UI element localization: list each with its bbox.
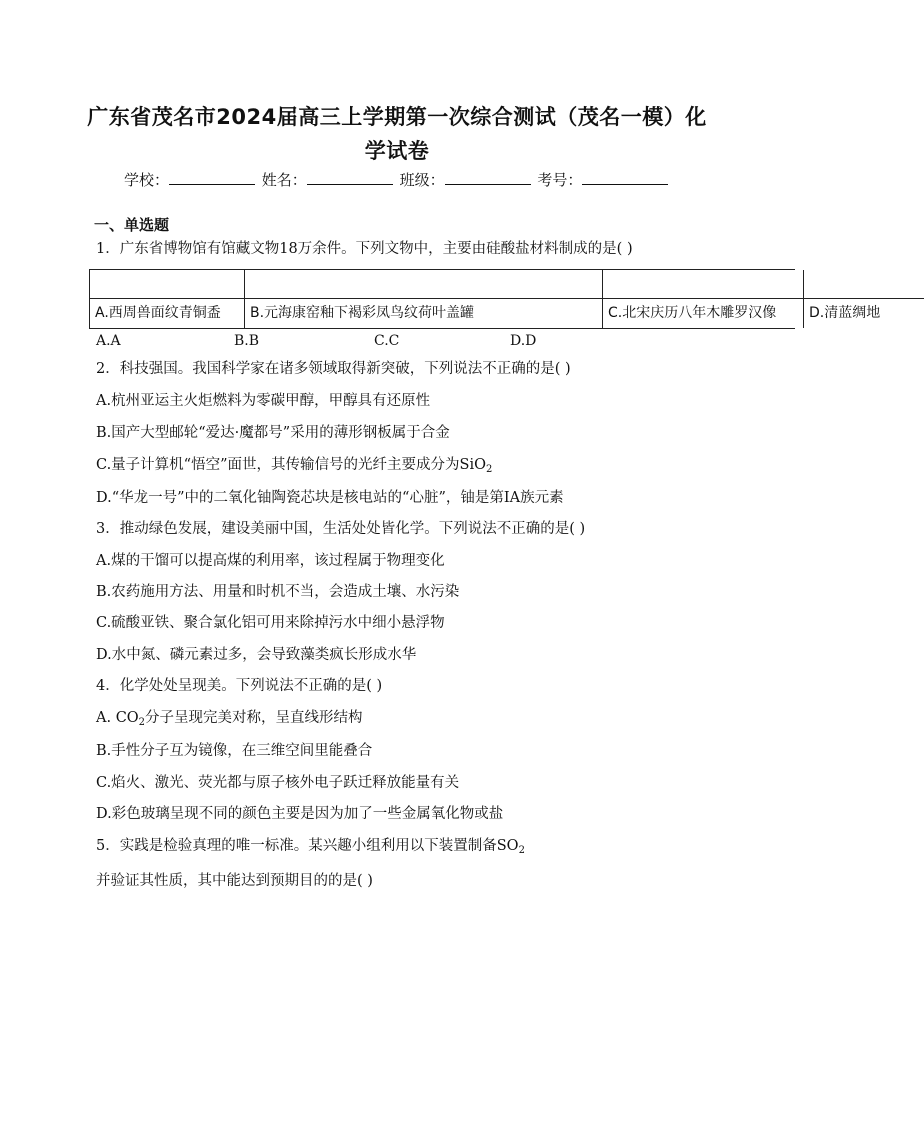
q3-option-d: D.水中氮、磷元素过多，会导致藻类疯长形成水华	[96, 647, 417, 663]
q3-option-b: B.农药施用方法、用量和时机不当，会造成土壤、水污染	[96, 584, 460, 600]
co2-formula: A. CO	[96, 710, 139, 726]
q2-option-c-text: C.量子计算机“悟空”面世，其传输信号的光纤主要成分为	[96, 457, 460, 473]
q3-option-a: A.煤的干馏可以提高煤的利用率，该过程属于物理变化	[96, 553, 445, 569]
exam-number-blank	[582, 169, 668, 185]
q1-table-cell-a	[90, 270, 245, 328]
artifact-image-a	[90, 270, 244, 299]
q1-artifact-table	[89, 269, 881, 329]
q4-option-c: C.焰火、激光、荧光都与原子核外电子跃迁释放能量有关	[96, 775, 460, 791]
sio2-formula: SiO	[459, 457, 486, 473]
co2-subscript: 2	[138, 717, 146, 728]
q4-option-d: D.彩色玻璃呈现不同的颜色主要是因为加了一些金属氧化物或盐	[96, 806, 504, 822]
q5-stem	[96, 835, 525, 857]
class-label: 班级：	[399, 171, 445, 189]
q3-option-c: C.硫酸亚铁、聚合氯化铝可用来除掉污水中细小悬浮物	[96, 615, 445, 631]
school-label: 学校：	[124, 171, 170, 189]
q5-stem-text: 5．实践是检验真理的唯一标准。某兴趣小组利用以下装置制备	[96, 838, 497, 854]
q1-option-d: D.D	[510, 333, 537, 349]
q2-option-a: A.杭州亚运主火炬燃料为零碳甲醇，甲醇具有还原性	[96, 393, 431, 409]
q1-option-a: A.A	[96, 333, 121, 349]
artifact-image-c	[603, 270, 803, 299]
q1-table-cell-b	[245, 270, 603, 328]
exam-number-label: 考号：	[537, 171, 583, 189]
q4-option-b: B.手性分子互为镜像，在三维空间里能叠合	[96, 743, 373, 759]
q1-option-b: B.B	[234, 333, 260, 349]
q1-table-cell-d	[804, 270, 924, 328]
artifact-image-d	[804, 270, 924, 299]
so2-formula: SO	[496, 838, 519, 854]
q5-stem-line2: 并验证其性质，其中能达到预期目的的是( )	[96, 873, 373, 889]
artifact-caption-a: A.西周兽面纹青铜盉	[95, 305, 221, 321]
artifact-caption-c: C.北宋庆历八年木雕罗汉像	[608, 305, 777, 321]
artifact-caption-b: B.元海康窑釉下褐彩凤鸟纹荷叶盖罐	[250, 305, 475, 321]
q1-answer-options	[96, 331, 696, 351]
q2-option-c	[96, 454, 492, 476]
q3-stem: 3．推动绿色发展，建设美丽中国，生活处处皆化学。下列说法不正确的是( )	[96, 521, 586, 537]
q1-table-cell-c	[603, 270, 804, 328]
artifact-image-b	[245, 270, 602, 299]
section-heading: 一、单选题	[94, 216, 170, 234]
q4-option-a	[96, 707, 363, 729]
q4-stem: 4．化学处处呈现美。下列说法不正确的是( )	[96, 678, 383, 694]
name-label: 姓名：	[261, 171, 307, 189]
page-title: 广东省茂名市2024届高三上学期第一次综合测试（茂名一模）化学试卷	[87, 105, 707, 163]
q4-option-a-text: 分子呈现完美对称，呈直线形结构	[145, 710, 363, 726]
q2-option-b: B.国产大型邮轮“爱达·魔都号”采用的薄形钢板属于合金	[96, 425, 450, 441]
sio2-subscript: 2	[485, 464, 493, 475]
q1-option-c: C.C	[374, 333, 400, 349]
q1-stem: 1．广东省博物馆有馆藏文物18万余件。下列文物中，主要由硅酸盐材料制成的是( )	[96, 241, 633, 257]
so2-subscript: 2	[518, 845, 525, 856]
q2-option-d: D.“华龙一号”中的二氧化铀陶瓷芯块是核电站的“心脏”，铀是第ⅠA族元素	[96, 490, 564, 506]
student-info-row	[124, 168, 670, 192]
artifact-caption-d: D.清蓝绸地	[809, 305, 881, 321]
name-blank	[307, 169, 393, 185]
class-blank	[445, 169, 531, 185]
q2-stem: 2．科技强国。我国科学家在诸多领域取得新突破，下列说法不正确的是( )	[96, 361, 571, 377]
school-blank	[169, 169, 255, 185]
